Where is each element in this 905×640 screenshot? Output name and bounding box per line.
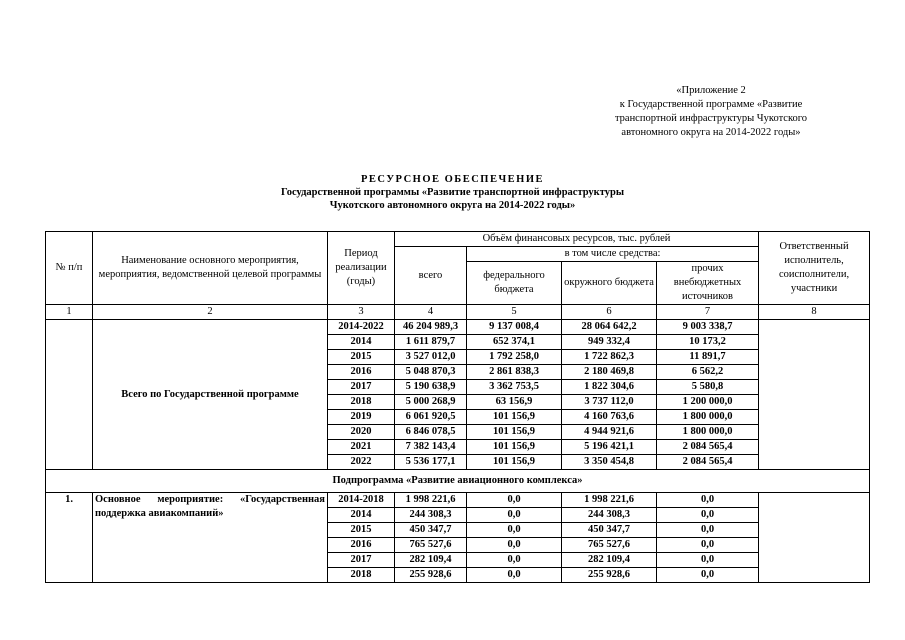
total-cell: 450 347,7 [395, 523, 467, 538]
federal-cell: 0,0 [467, 493, 562, 508]
other-cell: 0,0 [657, 568, 759, 583]
other-cell: 11 891,7 [657, 350, 759, 365]
other-cell: 0,0 [657, 538, 759, 553]
district-cell: 282 109,4 [562, 553, 657, 568]
federal-cell: 0,0 [467, 538, 562, 553]
table-row [46, 320, 870, 335]
period-cell: 2018 [328, 395, 395, 410]
period-cell: 2014-2022 [328, 320, 395, 335]
federal-cell: 0,0 [467, 523, 562, 538]
col-number: 7 [657, 305, 759, 320]
federal-cell: 0,0 [467, 508, 562, 523]
total-cell: 7 382 143,4 [395, 440, 467, 455]
responsible-cell [759, 320, 870, 470]
table-row [46, 493, 870, 508]
district-cell: 1 722 862,3 [562, 350, 657, 365]
period-cell: 2014-2018 [328, 493, 395, 508]
period-cell: 2020 [328, 425, 395, 440]
period-cell: 2014 [328, 335, 395, 350]
other-cell: 9 003 338,7 [657, 320, 759, 335]
col-number: 1 [46, 305, 93, 320]
appendix-line: транспортной инфраструктуры Чукотского [614, 113, 808, 124]
federal-cell: 0,0 [467, 568, 562, 583]
district-cell: 949 332,4 [562, 335, 657, 350]
activity-name: Основное мероприятие: «Государственная поддержка авиакомпаний» [93, 493, 328, 583]
federal-cell: 101 156,9 [467, 440, 562, 455]
period-cell: 2017 [328, 553, 395, 568]
header-responsible: Ответственный исполнитель, соисполнители, участники [759, 232, 870, 305]
col-number: 4 [395, 305, 467, 320]
col-number: 5 [467, 305, 562, 320]
appendix-line: к Государственной программе «Развитие [619, 99, 803, 110]
header-volume: Объём финансовых ресурсов, тыс. рублей [395, 232, 759, 247]
other-cell: 10 173,2 [657, 335, 759, 350]
other-cell: 2 084 565,4 [657, 455, 759, 470]
district-cell: 450 347,7 [562, 523, 657, 538]
federal-cell: 101 156,9 [467, 455, 562, 470]
total-cell: 765 527,6 [395, 538, 467, 553]
district-cell: 765 527,6 [562, 538, 657, 553]
period-cell: 2016 [328, 365, 395, 380]
total-cell: 5 536 177,1 [395, 455, 467, 470]
row-number [46, 320, 93, 470]
header-total: всего [395, 247, 467, 305]
district-cell: 1 998 221,6 [562, 493, 657, 508]
federal-cell: 101 156,9 [467, 410, 562, 425]
total-block [46, 320, 870, 470]
other-cell: 6 562,2 [657, 365, 759, 380]
header-district: окружного бюджета [562, 262, 657, 305]
activity-block [46, 493, 870, 583]
title-line: РЕСУРСНОЕ ОБЕСПЕЧЕНИЕ [360, 174, 545, 185]
district-cell: 1 822 304,6 [562, 380, 657, 395]
responsible-cell [759, 493, 870, 583]
appendix-line: автономного округа на 2014-2022 годы» [621, 127, 801, 138]
period-cell: 2022 [328, 455, 395, 470]
total-cell: 282 109,4 [395, 553, 467, 568]
other-cell: 0,0 [657, 523, 759, 538]
period-cell: 2015 [328, 523, 395, 538]
period-cell: 2015 [328, 350, 395, 365]
federal-cell: 2 861 838,3 [467, 365, 562, 380]
other-cell: 5 580,8 [657, 380, 759, 395]
other-cell: 0,0 [657, 508, 759, 523]
period-cell: 2021 [328, 440, 395, 455]
period-cell: 2019 [328, 410, 395, 425]
other-cell: 0,0 [657, 553, 759, 568]
district-cell: 2 180 469,8 [562, 365, 657, 380]
col-number: 2 [93, 305, 328, 320]
other-cell: 1 200 000,0 [657, 395, 759, 410]
period-cell: 2018 [328, 568, 395, 583]
period-cell: 2016 [328, 538, 395, 553]
district-cell: 28 064 642,2 [562, 320, 657, 335]
district-cell: 3 350 454,8 [562, 455, 657, 470]
district-cell: 4 160 763,6 [562, 410, 657, 425]
other-cell: 1 800 000,0 [657, 410, 759, 425]
period-cell: 2017 [328, 380, 395, 395]
total-cell: 255 928,6 [395, 568, 467, 583]
header-name: Наименование основного мероприятия, мероприятия, ведомственной целевой программы [93, 232, 328, 305]
period-cell: 2014 [328, 508, 395, 523]
total-cell: 6 061 920,5 [395, 410, 467, 425]
col-number: 8 [759, 305, 870, 320]
district-cell: 5 196 421,1 [562, 440, 657, 455]
total-cell: 1 998 221,6 [395, 493, 467, 508]
district-cell: 3 737 112,0 [562, 395, 657, 410]
col-number: 6 [562, 305, 657, 320]
federal-cell: 3 362 753,5 [467, 380, 562, 395]
activity-name: Всего по Государственной программе [93, 320, 328, 470]
district-cell: 255 928,6 [562, 568, 657, 583]
other-cell: 0,0 [657, 493, 759, 508]
total-cell: 3 527 012,0 [395, 350, 467, 365]
title-line: Чукотского автономного округа на 2014-2022 годы» [329, 200, 576, 211]
title-line: Государственной программы «Развитие транспортной инфраструктуры [280, 187, 625, 198]
other-cell: 2 084 565,4 [657, 440, 759, 455]
district-cell: 4 944 921,6 [562, 425, 657, 440]
federal-cell: 652 374,1 [467, 335, 562, 350]
col-number: 3 [328, 305, 395, 320]
federal-cell: 63 156,9 [467, 395, 562, 410]
federal-cell: 101 156,9 [467, 425, 562, 440]
header-period: Период реализации (годы) [328, 232, 395, 305]
resource-table [45, 231, 870, 583]
total-cell: 5 048 870,3 [395, 365, 467, 380]
document-title [0, 173, 905, 212]
header-including: в том числе средства: [467, 247, 759, 262]
header-num: № п/п [46, 232, 93, 305]
federal-cell: 1 792 258,0 [467, 350, 562, 365]
row-number: 1. [46, 493, 93, 583]
total-cell: 6 846 078,5 [395, 425, 467, 440]
header-federal: федерального бюджета [467, 262, 562, 305]
total-cell: 5 000 268,9 [395, 395, 467, 410]
appendix-note [581, 84, 841, 140]
federal-cell: 0,0 [467, 553, 562, 568]
header-other: прочих внебюджетных источников [657, 262, 759, 305]
total-cell: 46 204 989,3 [395, 320, 467, 335]
total-cell: 244 308,3 [395, 508, 467, 523]
other-cell: 1 800 000,0 [657, 425, 759, 440]
total-cell: 5 190 638,9 [395, 380, 467, 395]
total-cell: 1 611 879,7 [395, 335, 467, 350]
federal-cell: 9 137 008,4 [467, 320, 562, 335]
appendix-line: «Приложение 2 [676, 85, 746, 96]
subprogram-title: Подпрограмма «Развитие авиационного комплекса» [46, 470, 870, 493]
district-cell: 244 308,3 [562, 508, 657, 523]
